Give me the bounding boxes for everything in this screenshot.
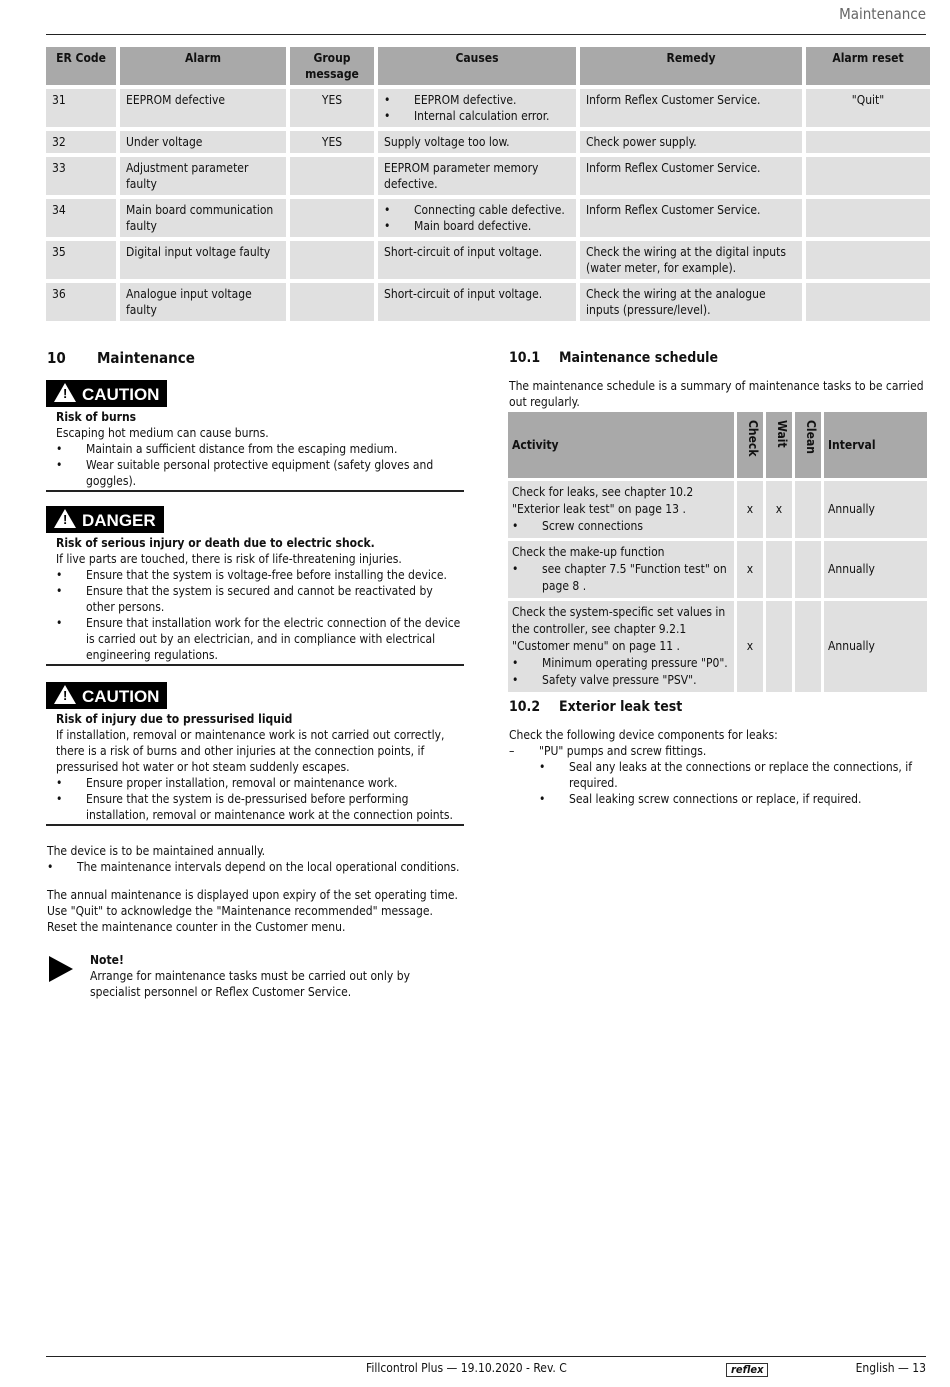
- activity-text: Check for leaks, see chapter 10.2 "Exterior leak test" on page 13 .: [512, 485, 694, 516]
- danger-badge: [46, 506, 164, 533]
- caution-badge: [46, 682, 167, 709]
- caution-burns-block: [46, 380, 464, 492]
- group-message: [290, 199, 374, 237]
- col-header: Activity: [508, 412, 734, 478]
- clean-mark: [795, 601, 821, 692]
- check-mark: x: [737, 481, 763, 538]
- bullet-list: [539, 759, 927, 807]
- col-header: Group message: [290, 47, 374, 85]
- list-item: • Ensure that installation work for the electric connection of the device is carried out by an electrician, and in compliance with electrical engineering regulations.: [56, 615, 464, 663]
- causes: Short-circuit of input voltage.: [378, 241, 576, 279]
- list-item: • The maintenance intervals depend on the local operational conditions.: [47, 859, 465, 875]
- activity: [508, 481, 734, 538]
- interval: Annually: [824, 481, 927, 538]
- list-item: • Screw connections: [512, 518, 730, 535]
- alarm-table: [42, 43, 934, 325]
- section-number: 10.2: [509, 699, 541, 715]
- warning-triangle-icon: !: [54, 509, 76, 528]
- warning-list: [56, 775, 464, 823]
- alarm-reset: [806, 283, 930, 321]
- warning-list: [56, 567, 464, 663]
- alarm-name: Analogue input voltage faulty: [120, 283, 286, 321]
- check-mark: x: [737, 601, 763, 692]
- warning-text: If installation, removal or maintenance work is not carried out correctly, there is a risk of burns and other injuries at the connection points, if pressurised hot water or hot steam suddenly escapes.: [56, 728, 445, 774]
- warning-title: Risk of serious injury or death due to electric shock.: [56, 536, 375, 550]
- list-item: • Seal any leaks at the connections or replace the connections, if required.: [539, 759, 927, 791]
- list-item: • Safety valve pressure "PSV".: [512, 672, 730, 689]
- wait-mark: [766, 601, 792, 692]
- alarm-name: Under voltage: [120, 131, 286, 153]
- note-title: Note!: [90, 953, 124, 967]
- check-mark: x: [737, 541, 763, 598]
- page-number: — 13: [898, 1361, 926, 1375]
- activity-text: Check the make-up function: [512, 545, 665, 559]
- causes: Supply voltage too low.: [378, 131, 576, 153]
- section-10-heading: [47, 350, 195, 366]
- dash-item-text: "PU" pumps and screw fittings.: [539, 744, 707, 758]
- footer-doc: Fillcontrol Plus — 19.10.2020 - Rev. C: [366, 1361, 567, 1375]
- group-message: YES: [290, 89, 374, 127]
- list-item: • Ensure that the system is voltage-free before installing the device.: [56, 567, 464, 583]
- causes: Short-circuit of input voltage.: [378, 283, 576, 321]
- badge-label: CAUTION: [82, 385, 160, 404]
- table-row: [508, 481, 927, 538]
- alarm-name: EEPROM defective: [120, 89, 286, 127]
- alarm-reset: [806, 199, 930, 237]
- footer-rule: [46, 1356, 926, 1357]
- warning-text: If live parts are touched, there is risk of life-threatening injuries.: [56, 552, 402, 566]
- badge-label: CAUTION: [82, 687, 160, 706]
- er-code: 34: [46, 199, 116, 237]
- col-header: ER Code: [46, 47, 116, 85]
- footer-language: English: [855, 1361, 895, 1375]
- alarm-reset: [806, 157, 930, 195]
- section-number: 10.1: [509, 350, 541, 366]
- warning-triangle-icon: !: [54, 685, 76, 704]
- alarm-name: Digital input voltage faulty: [120, 241, 286, 279]
- col-header: Clean: [795, 412, 821, 478]
- remedy: Inform Reflex Customer Service.: [580, 157, 802, 195]
- clean-mark: [795, 481, 821, 538]
- interval: Annually: [824, 541, 927, 598]
- maintenance-schedule-table: [505, 409, 930, 695]
- section-10-1-heading: [509, 350, 718, 366]
- col-header: Alarm reset: [806, 47, 930, 85]
- warning-title: Risk of burns: [56, 410, 137, 424]
- list-item: • Ensure that the system is de-pressurised before performing installation, removal or maintenance work at the connection points.: [56, 791, 464, 823]
- er-code: 36: [46, 283, 116, 321]
- wait-mark: [766, 541, 792, 598]
- group-message: [290, 283, 374, 321]
- er-code: 35: [46, 241, 116, 279]
- list-item: • Ensure proper installation, removal or maintenance work.: [56, 775, 464, 791]
- table-row: [46, 199, 930, 237]
- table-row: [46, 157, 930, 195]
- er-code: 32: [46, 131, 116, 153]
- paragraph: The annual maintenance is displayed upon expiry of the set operating time. Use "Quit" to acknowledge the "Maintenance recommended" message. Reset the maintenance counter in the Customer menu.: [47, 888, 458, 934]
- warning-title: Risk of injury due to pressurised liquid: [56, 712, 293, 726]
- activity: [508, 541, 734, 598]
- list-item: • Seal leaking screw connections or replace, if required.: [539, 791, 927, 807]
- list-item: • Wear suitable personal protective equipment (safety gloves and goggles).: [56, 457, 464, 489]
- section-title: Exterior leak test: [559, 699, 683, 715]
- warning-list: [56, 441, 464, 489]
- activity: [508, 601, 734, 692]
- alarm-name: Main board communication faulty: [120, 199, 286, 237]
- remedy: Inform Reflex Customer Service.: [580, 89, 802, 127]
- schedule-intro: The maintenance schedule is a summary of maintenance tasks to be carried out regularly.: [509, 379, 924, 409]
- cause-item: • Main board defective.: [384, 218, 570, 234]
- paragraph: The device is to be maintained annually.: [47, 844, 266, 858]
- group-message: [290, 241, 374, 279]
- section-10-2-heading: [509, 699, 682, 715]
- bullet-list: [47, 859, 465, 875]
- remedy: Check the wiring at the digital inputs (water meter, for example).: [580, 241, 802, 279]
- table-row: [46, 131, 930, 153]
- list-item: • see chapter 7.5 "Function test" on page 8 .: [512, 561, 730, 595]
- col-header: Check: [737, 412, 763, 478]
- table-row: [46, 241, 930, 279]
- alarm-reset: [806, 241, 930, 279]
- alarm-table-header: [46, 47, 930, 85]
- bullet-list: [512, 561, 730, 595]
- dash-marker: –: [509, 744, 515, 758]
- table-row: [508, 601, 927, 692]
- causes: [378, 89, 576, 127]
- section-title: Maintenance: [97, 349, 195, 367]
- alarm-name: Adjustment parameter faulty: [120, 157, 286, 195]
- schedule-header: [508, 412, 927, 478]
- alarm-reset: [806, 131, 930, 153]
- causes: [378, 199, 576, 237]
- group-message: YES: [290, 131, 374, 153]
- maintenance-interval-text: [47, 843, 465, 935]
- footer-page: [856, 1360, 926, 1376]
- caution-pressure-block: [46, 682, 464, 826]
- section-title: Maintenance schedule: [559, 350, 719, 366]
- col-header: Alarm: [120, 47, 286, 85]
- er-code: 33: [46, 157, 116, 195]
- list-item: • Minimum operating pressure "P0".: [512, 655, 730, 672]
- remedy: Inform Reflex Customer Service.: [580, 199, 802, 237]
- er-code: 31: [46, 89, 116, 127]
- col-header: Causes: [378, 47, 576, 85]
- page-header-title: Maintenance: [839, 5, 926, 23]
- col-header: Wait: [766, 412, 792, 478]
- note-block: [49, 956, 73, 982]
- group-message: [290, 157, 374, 195]
- caution-badge: [46, 380, 167, 407]
- causes: EEPROM parameter memory defective.: [378, 157, 576, 195]
- note-content: [90, 952, 460, 1000]
- danger-electric-block: [46, 506, 464, 666]
- table-row: [508, 541, 927, 598]
- cause-item: • Connecting cable defective.: [384, 202, 570, 218]
- table-row: [46, 283, 930, 321]
- col-header: Interval: [824, 412, 927, 478]
- play-arrow-icon: [49, 956, 73, 982]
- list-item: • Maintain a sufficient distance from the escaping medium.: [56, 441, 464, 457]
- activity-text: Check the system-specific set values in the controller, see chapter 9.2.1 "Customer menu" on page 11 .: [512, 605, 726, 653]
- bullet-list: [512, 655, 730, 689]
- section-number: 10: [47, 349, 66, 367]
- reflex-logo: [726, 1361, 768, 1377]
- remedy: Check power supply.: [580, 131, 802, 153]
- clean-mark: [795, 541, 821, 598]
- table-row: [46, 89, 930, 127]
- wait-mark: x: [766, 481, 792, 538]
- col-header: Remedy: [580, 47, 802, 85]
- interval: Annually: [824, 601, 927, 692]
- header-rule: [46, 34, 926, 35]
- warning-text: Escaping hot medium can cause burns.: [56, 426, 269, 440]
- list-item: • Ensure that the system is secured and cannot be reactivated by other persons.: [56, 583, 464, 615]
- leak-test-content: [509, 727, 927, 807]
- note-text: Arrange for maintenance tasks must be carried out only by specialist personnel or Reflex Customer Service.: [90, 969, 410, 999]
- cause-item: • EEPROM defective.: [384, 92, 570, 108]
- bullet-list: [512, 518, 730, 535]
- logo-text: reflex: [726, 1363, 768, 1377]
- warning-triangle-icon: !: [54, 383, 76, 402]
- cause-item: • Internal calculation error.: [384, 108, 570, 124]
- remedy: Check the wiring at the analogue inputs (pressure/level).: [580, 283, 802, 321]
- badge-label: DANGER: [82, 511, 156, 530]
- dash-item: [509, 743, 927, 759]
- paragraph: Check the following device components for leaks:: [509, 728, 778, 742]
- alarm-reset: "Quit": [806, 89, 930, 127]
